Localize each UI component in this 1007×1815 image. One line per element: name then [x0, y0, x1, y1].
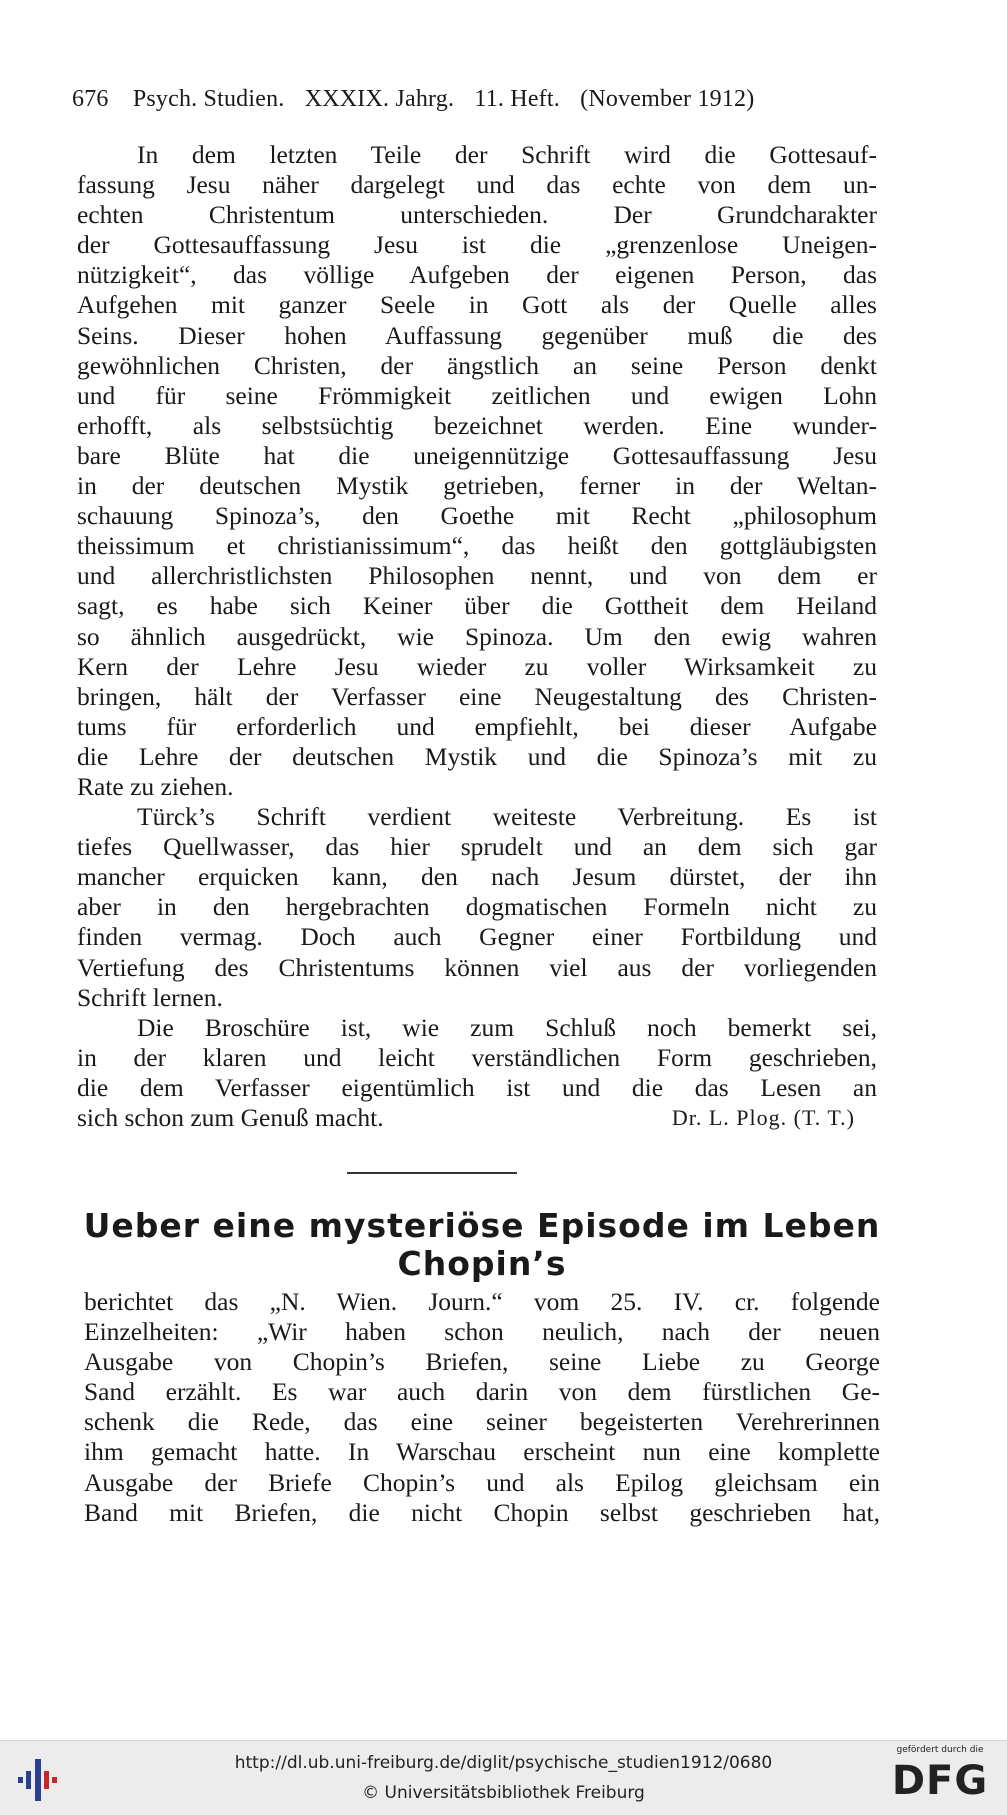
- copyright-notice: © Universitätsbibliothek Freiburg: [362, 1783, 645, 1803]
- text-line: schenk die Rede, das eine seiner begeisterten Verehrerinnen: [84, 1407, 880, 1437]
- issue: 11. Heft.: [474, 86, 560, 112]
- article-title-line: Chopin’s: [397, 1244, 567, 1283]
- text-line: Vertiefung des Christentums können viel aus der vorliegenden: [77, 952, 877, 982]
- text-line: Ausgabe von Chopin’s Briefen, seine Liebe zu George: [84, 1347, 880, 1377]
- text-line: nützigkeit“, das völlige Aufgeben der eigenen Person, das: [77, 260, 877, 290]
- issue-date: (November 1912): [580, 86, 755, 112]
- viewer-footer: [0, 1740, 1007, 1815]
- text-line: Seins. Dieser hohen Auffassung gegenüber muß die des: [77, 320, 877, 350]
- text-line: sich schon zum Genuß macht.: [77, 1103, 384, 1132]
- text-line: in der klaren und leicht verständlichen Form geschrieben,: [77, 1042, 877, 1072]
- text-line: tums für erforderlich und empfiehlt, bei dieser Aufgabe: [77, 711, 877, 741]
- text-line: Aufgehen mit ganzer Seele in Gott als der Quelle alles: [77, 290, 877, 320]
- text-line: und für seine Frömmigkeit zeitlichen und ewigen Lohn: [77, 380, 877, 410]
- permalink[interactable]: http://dl.ub.uni-freiburg.de/diglit/psychische_studien1912/0680: [234, 1753, 773, 1773]
- text-line: erhofft, als selbstsüchtig bezeichnet werden. Eine wunder-: [77, 410, 877, 440]
- section-divider: [347, 1172, 517, 1174]
- text-line: und allerchristlichsten Philosophen nennt, und von dem er: [77, 561, 877, 591]
- text-line: fassung Jesu näher dargelegt und das echte von dem un-: [77, 170, 877, 200]
- text-line: Schrift lernen.: [77, 982, 223, 1012]
- text-line: bringen, hält der Verfasser eine Neugestaltung des Christen-: [77, 681, 877, 711]
- text-line: Band mit Briefen, die nicht Chopin selbst geschrieben hat,: [84, 1497, 880, 1527]
- text-line: gewöhnlichen Christen, der ängstlich an seine Person denkt: [77, 350, 877, 380]
- dfg-logo: DFG: [891, 1758, 989, 1804]
- text-line: Die Broschüre ist, wie zum Schluß noch bemerkt sei,: [137, 1012, 877, 1042]
- running-header: [72, 86, 877, 113]
- funder-caption: gefördert durch die: [896, 1745, 984, 1755]
- text-line: In dem letzten Teile der Schrift wird die Gottesauf-: [137, 140, 877, 169]
- text-line: ihm gemacht hatte. In Warschau erscheint nun eine komplette: [84, 1437, 880, 1467]
- text-line: sagt, es habe sich Keiner über die Gottheit dem Heiland: [77, 591, 877, 621]
- text-line: Einzelheiten: „Wir haben schon neulich, nach der neuen: [84, 1317, 880, 1347]
- review-text: [77, 140, 877, 1133]
- journal-name: Psych. Studien.: [132, 86, 285, 112]
- article-title: [72, 1207, 892, 1283]
- volume: XXXIX. Jahrg.: [304, 86, 455, 112]
- text-line: der Gottesauffassung Jesu ist die „grenzenlose Uneigen-: [77, 230, 877, 260]
- text-line: Sand erzählt. Es war auch darin von dem fürstlichen Ge-: [84, 1377, 880, 1407]
- text-line: mancher erquicken kann, den nach Jesum dürstet, der ihn: [77, 862, 877, 892]
- text-line: schauung Spinoza’s, den Goethe mit Recht „philosophum: [77, 501, 877, 531]
- text-line: die Lehre der deutschen Mystik und die Spinoza’s mit zu: [77, 741, 877, 771]
- text-line: Kern der Lehre Jesu wieder zu voller Wirksamkeit zu: [77, 651, 877, 681]
- text-line: Rate zu ziehen.: [77, 771, 234, 801]
- text-line: in der deutschen Mystik getrieben, ferner in der Weltan-: [77, 471, 877, 501]
- closing-line: [77, 1103, 877, 1133]
- text-line: finden vermag. Doch auch Gegner einer Fortbildung und: [77, 922, 877, 952]
- text-line: theissimum et christianissimum“, das heißt den gottgläubigsten: [77, 531, 877, 561]
- text-line: Ausgabe der Briefe Chopin’s und als Epilog gleichsam ein: [84, 1467, 880, 1497]
- text-line: berichtet das „N. Wien. Journ.“ vom 25. IV. cr. folgende: [84, 1287, 880, 1316]
- text-line: die dem Verfasser eigentümlich ist und die das Lesen an: [77, 1072, 877, 1102]
- review-signature: Dr. L. Plog. (T. T.): [671, 1105, 855, 1130]
- text-line: echten Christentum unterschieden. Der Grundcharakter: [77, 200, 877, 230]
- text-line: Türck’s Schrift verdient weiteste Verbreitung. Es ist: [137, 802, 877, 832]
- text-line: so ähnlich ausgedrückt, wie Spinoza. Um den ewig wahren: [77, 621, 877, 651]
- text-line: aber in den hergebrachten dogmatischen Formeln nicht zu: [77, 892, 877, 922]
- text-line: tiefes Quellwasser, das hier sprudelt und an dem sich gar: [77, 832, 877, 862]
- page-number: 676: [72, 86, 109, 112]
- text-line: bare Blüte hat die uneigennützige Gottesauffassung Jesu: [77, 440, 877, 470]
- article-text: [84, 1287, 880, 1528]
- article-title-line: Ueber eine mysteriöse Episode im Leben: [83, 1206, 881, 1245]
